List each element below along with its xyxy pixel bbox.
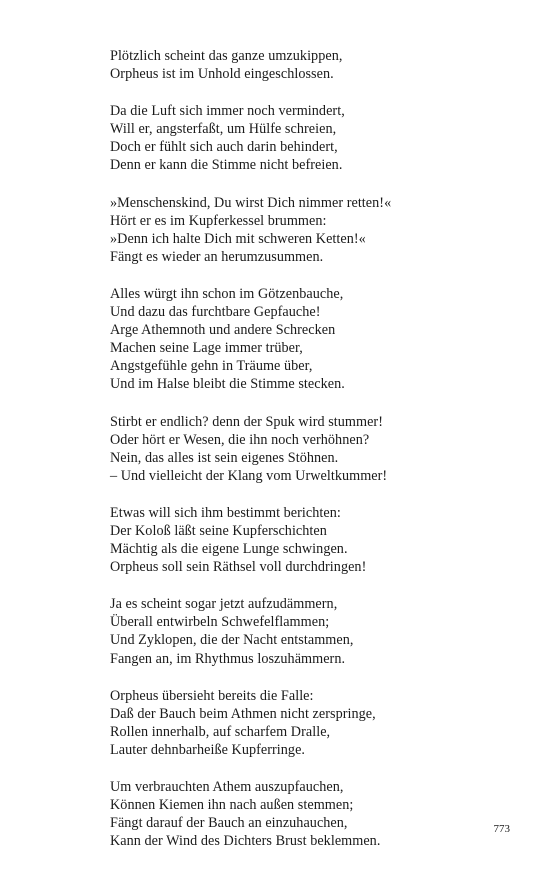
- poem-line: Angstgefühle gehn in Träume über,: [110, 358, 313, 375]
- poem-line: Und im Halse bleibt die Stimme stecken.: [110, 376, 345, 393]
- poem-line: – Und vielleicht der Klang vom Urweltkummer!: [110, 467, 388, 484]
- poem-line: Und Zyklopen, die der Nacht entstammen,: [110, 632, 354, 649]
- poem-line: Rollen innerhalb, auf scharfem Dralle,: [110, 723, 331, 740]
- stanza: [110, 194, 440, 266]
- poem-line: »Denn ich halte Dich mit schweren Ketten!«: [110, 230, 366, 247]
- poem-line: Können Kiemen ihn nach außen stemmen;: [110, 797, 354, 814]
- poem-body: [110, 47, 440, 869]
- poem-line: Lauter dehnbarheiße Kupferringe.: [110, 741, 306, 758]
- poem-line: Arge Athemnoth und andere Schrecken: [110, 322, 336, 339]
- poem-line: Und dazu das furchtbare Gepfauche!: [110, 304, 321, 321]
- poem-line: Fängt darauf der Bauch an einzuhauchen,: [110, 815, 348, 832]
- poem-line: Orpheus übersieht bereits die Falle:: [110, 687, 314, 704]
- poem-line: Hört er es im Kupferkessel brummen:: [110, 212, 327, 229]
- poem-line: »Menschenskind, Du wirst Dich nimmer retten!«: [110, 194, 392, 211]
- poem-line: Will er, angsterfaßt, um Hülfe schreien,: [110, 121, 337, 138]
- stanza: [110, 413, 440, 485]
- poem-line: Ja es scheint sogar jetzt aufzudämmern,: [110, 596, 338, 613]
- stanza: [110, 595, 440, 667]
- poem-line: Orpheus ist im Unhold eingeschlossen.: [110, 66, 334, 83]
- poem-line: Daß der Bauch beim Athmen nicht zerspringe,: [110, 705, 376, 722]
- stanza: [110, 778, 440, 850]
- page-number: 773: [493, 823, 510, 835]
- poem-line: Machen seine Lage immer trüber,: [110, 340, 303, 357]
- poem-line: Fangen an, im Rhythmus loszuhämmern.: [110, 650, 346, 667]
- stanza: [110, 687, 440, 759]
- poem-line: Oder hört er Wesen, die ihn noch verhöhnen?: [110, 431, 370, 448]
- stanza: [110, 504, 440, 576]
- stanza: [110, 47, 440, 83]
- poem-line: Überall entwirbeln Schwefelflammen;: [110, 614, 330, 631]
- poem-line: Der Koloß läßt seine Kupferschichten: [110, 522, 327, 539]
- stanza: [110, 102, 440, 174]
- poem-line: Denn er kann die Stimme nicht befreien.: [110, 157, 343, 174]
- poem-line: Plötzlich scheint das ganze umzukippen,: [110, 48, 343, 64]
- poem-line: Alles würgt ihn schon im Götzenbauche,: [110, 285, 344, 302]
- poem-line: Da die Luft sich immer noch vermindert,: [110, 103, 345, 120]
- poem-line: Stirbt er endlich? denn der Spuk wird stummer!: [110, 413, 383, 430]
- poem-line: Mächtig als die eigene Lunge schwingen.: [110, 541, 348, 558]
- poem-line: Nein, das alles ist sein eigenes Stöhnen.: [110, 449, 339, 466]
- poem-line: Etwas will sich ihm bestimmt berichten:: [110, 504, 341, 521]
- poem-line: Um verbrauchten Athem auszupfauchen,: [110, 779, 344, 795]
- stanza: [110, 285, 440, 394]
- poem-line: Orpheus soll sein Räthsel voll durchdringen!: [110, 559, 367, 576]
- poem-line: Doch er fühlt sich auch darin behindert,: [110, 139, 338, 156]
- poem-line: Fängt es wieder an herumzusummen.: [110, 248, 324, 265]
- poem-line: Kann der Wind des Dichters Brust beklemmen.: [110, 833, 381, 850]
